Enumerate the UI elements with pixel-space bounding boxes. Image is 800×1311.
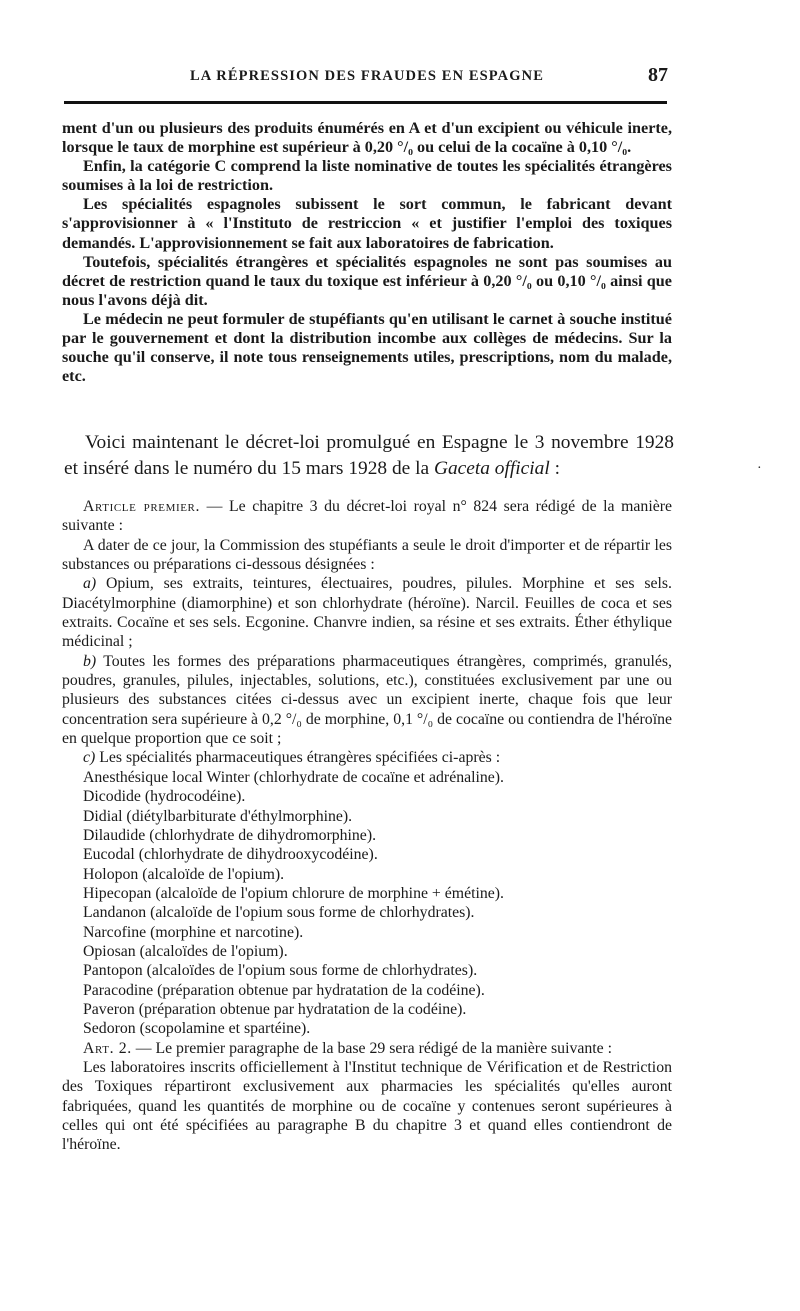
item-a-label: a)	[83, 575, 97, 593]
list-item: Paveron (préparation obtenue par hydratation de la codéine).	[83, 1000, 467, 1018]
list-item: Landanon (alcaloïde de l'opium sous forme de chlorhydrates).	[83, 904, 475, 922]
paragraph-exemptions: Toutefois, spécialités étrangères et spécialités espagnoles ne sont pas soumises au décret de restriction quand le taux du toxique est inférieur à 0,20 °/₀ ou 0,10 °/₀ ainsi que nous l'avons déjà dit.	[62, 252, 672, 309]
running-title: LA RÉPRESSION DES FRAUDES EN ESPAGNE	[190, 68, 544, 84]
preceding-text	[62, 119, 672, 386]
list-item: Opiosan (alcaloïdes de l'opium).	[83, 942, 288, 960]
list-item: Anesthésique local Winter (chlorhydrate de cocaïne et adrénaline).	[83, 768, 505, 786]
list-item: Sedoron (scopolamine et spartéine).	[83, 1020, 311, 1038]
laboratories-paragraph: Les laboratoires inscrits officiellement à l'Institut technique de Vérification et de Restriction des Toxiques répartiront exclusivement aux pharmacies les spécialités qu'elles auront fabriquées, quand les quantités de morphine ou de cocaïne y contenues seront supérieures à celles qui ont été spécifiées au paragraphe B du chapitre 3 et quand elles contiendront de l'héroïne.	[62, 1058, 672, 1154]
article-1-text: — Le chapitre 3 du décret-loi royal n° 824 sera rédigé de la manière suivante :	[62, 498, 673, 535]
item-b-label: b)	[83, 652, 97, 670]
list-item: Eucodal (chlorhydrate de dihydrooxycodéine).	[83, 846, 378, 864]
list-item: Pantopon (alcaloïdes de l'opium sous forme de chlorhydrates).	[83, 962, 478, 980]
header-rule	[64, 101, 667, 104]
specialty-list	[62, 768, 672, 1039]
page-number: 87	[648, 64, 668, 86]
item-c-label: c)	[83, 749, 96, 767]
list-item: Dilaudide (chlorhydrate de dihydromorphine).	[83, 826, 377, 844]
list-item: Didial (diétylbarbiturate d'éthylmorphine).	[83, 807, 353, 825]
list-item: Hipecopan (alcaloïde de l'opium chlorure de morphine + émétine).	[83, 884, 505, 902]
page-header	[64, 66, 670, 90]
item-b	[62, 652, 672, 749]
article-2-text: — Le premier paragraphe de la base 29 sera rédigé de la manière suivante :	[131, 1039, 613, 1057]
article-2-label: Art. 2.	[83, 1039, 132, 1057]
paragraph-spanish-specialties: Les spécialités espagnoles subissent le sort commun, le fabricant devant s'approvisionner à « l'Instituto de restriccion « et justifier l'emploi des toxiques demandés. L'approvisionnement se fait aux laboratoires de fabrication.	[62, 195, 672, 252]
item-b-text: Toutes les formes des préparations pharmaceutiques étrangères, comprimés, granulés, poudres, granules, pilules, injectables, solutions, etc.), constituées exclusivement par une ou plusieurs des substances citées ci-dessus avec un excipient inerte, chaque fois que leur concentration sera supérieure à 0,2 °/₀ de morphine, 0,1 °/₀ de cocaïne ou contiendra de l'héroïne en quelque proportion que ce soit ;	[62, 652, 672, 748]
article-1-label: Article premier.	[83, 498, 201, 515]
paragraph-continuation: ment d'un ou plusieurs des produits énumérés en A et d'un excipient ou véhicule inerte, lorsque le taux de morphine est supérieur à 0,20 °/₀ ou celui de la cocaïne à 0,10 °/₀.	[62, 119, 672, 157]
intro-colon: :	[549, 458, 560, 479]
item-a	[62, 574, 672, 651]
list-item: Narcofine (morphine et narcotine).	[83, 923, 304, 941]
decree-intro	[64, 430, 674, 482]
article-1	[62, 497, 672, 536]
intro-text: Voici maintenant le décret-loi promulgué en Espagne le 3 novembre 1928 et inséré dans le numéro du 15 mars 1928 de la	[64, 432, 674, 479]
item-c-text: Les spécialités pharmaceutiques étrangères spécifiées ci-après :	[95, 749, 501, 767]
item-a-text: Opium, ses extraits, teintures, électuaires, poudres, pilules. Morphine et ses sels. Diacétylmorphine (diamorphine) et son chlorhydrate (héroïne). Narcil. Feuilles de coca et ses extraits. Cocaïne et ses sels. Ecgonine. Chanvre indien, sa résine et ses extraits. Éther éthylique médicinal ;	[62, 575, 672, 651]
article-2	[62, 1039, 672, 1058]
publication-title: Gaceta official	[433, 458, 550, 479]
list-item: Dicodide (hydrocodéine).	[83, 788, 246, 806]
decree-text	[62, 497, 672, 1155]
commission-paragraph: A dater de ce jour, la Commission des stupéfiants a seule le droit d'importer et de répartir les substances ou préparations ci-dessous désignées :	[62, 536, 672, 574]
paragraph-physician: Le médecin ne peut formuler de stupéfiants qu'en utilisant le carnet à souche institué par le gouvernement et dont la distribution incombe aux collèges de médecins. Sur la souche qu'il conserve, il note tous renseignements utiles, prescriptions, nom du malade, etc.	[62, 309, 672, 386]
list-item: Holopon (alcaloïde de l'opium).	[83, 865, 285, 883]
paragraph-category-c: Enfin, la catégorie C comprend la liste nominative de toutes les spécialités étrangères soumises à la loi de restriction.	[62, 157, 672, 195]
item-c	[62, 748, 672, 767]
margin-mark: ·	[757, 461, 762, 476]
list-item: Paracodine (préparation obtenue par hydratation de la codéine).	[83, 981, 485, 999]
